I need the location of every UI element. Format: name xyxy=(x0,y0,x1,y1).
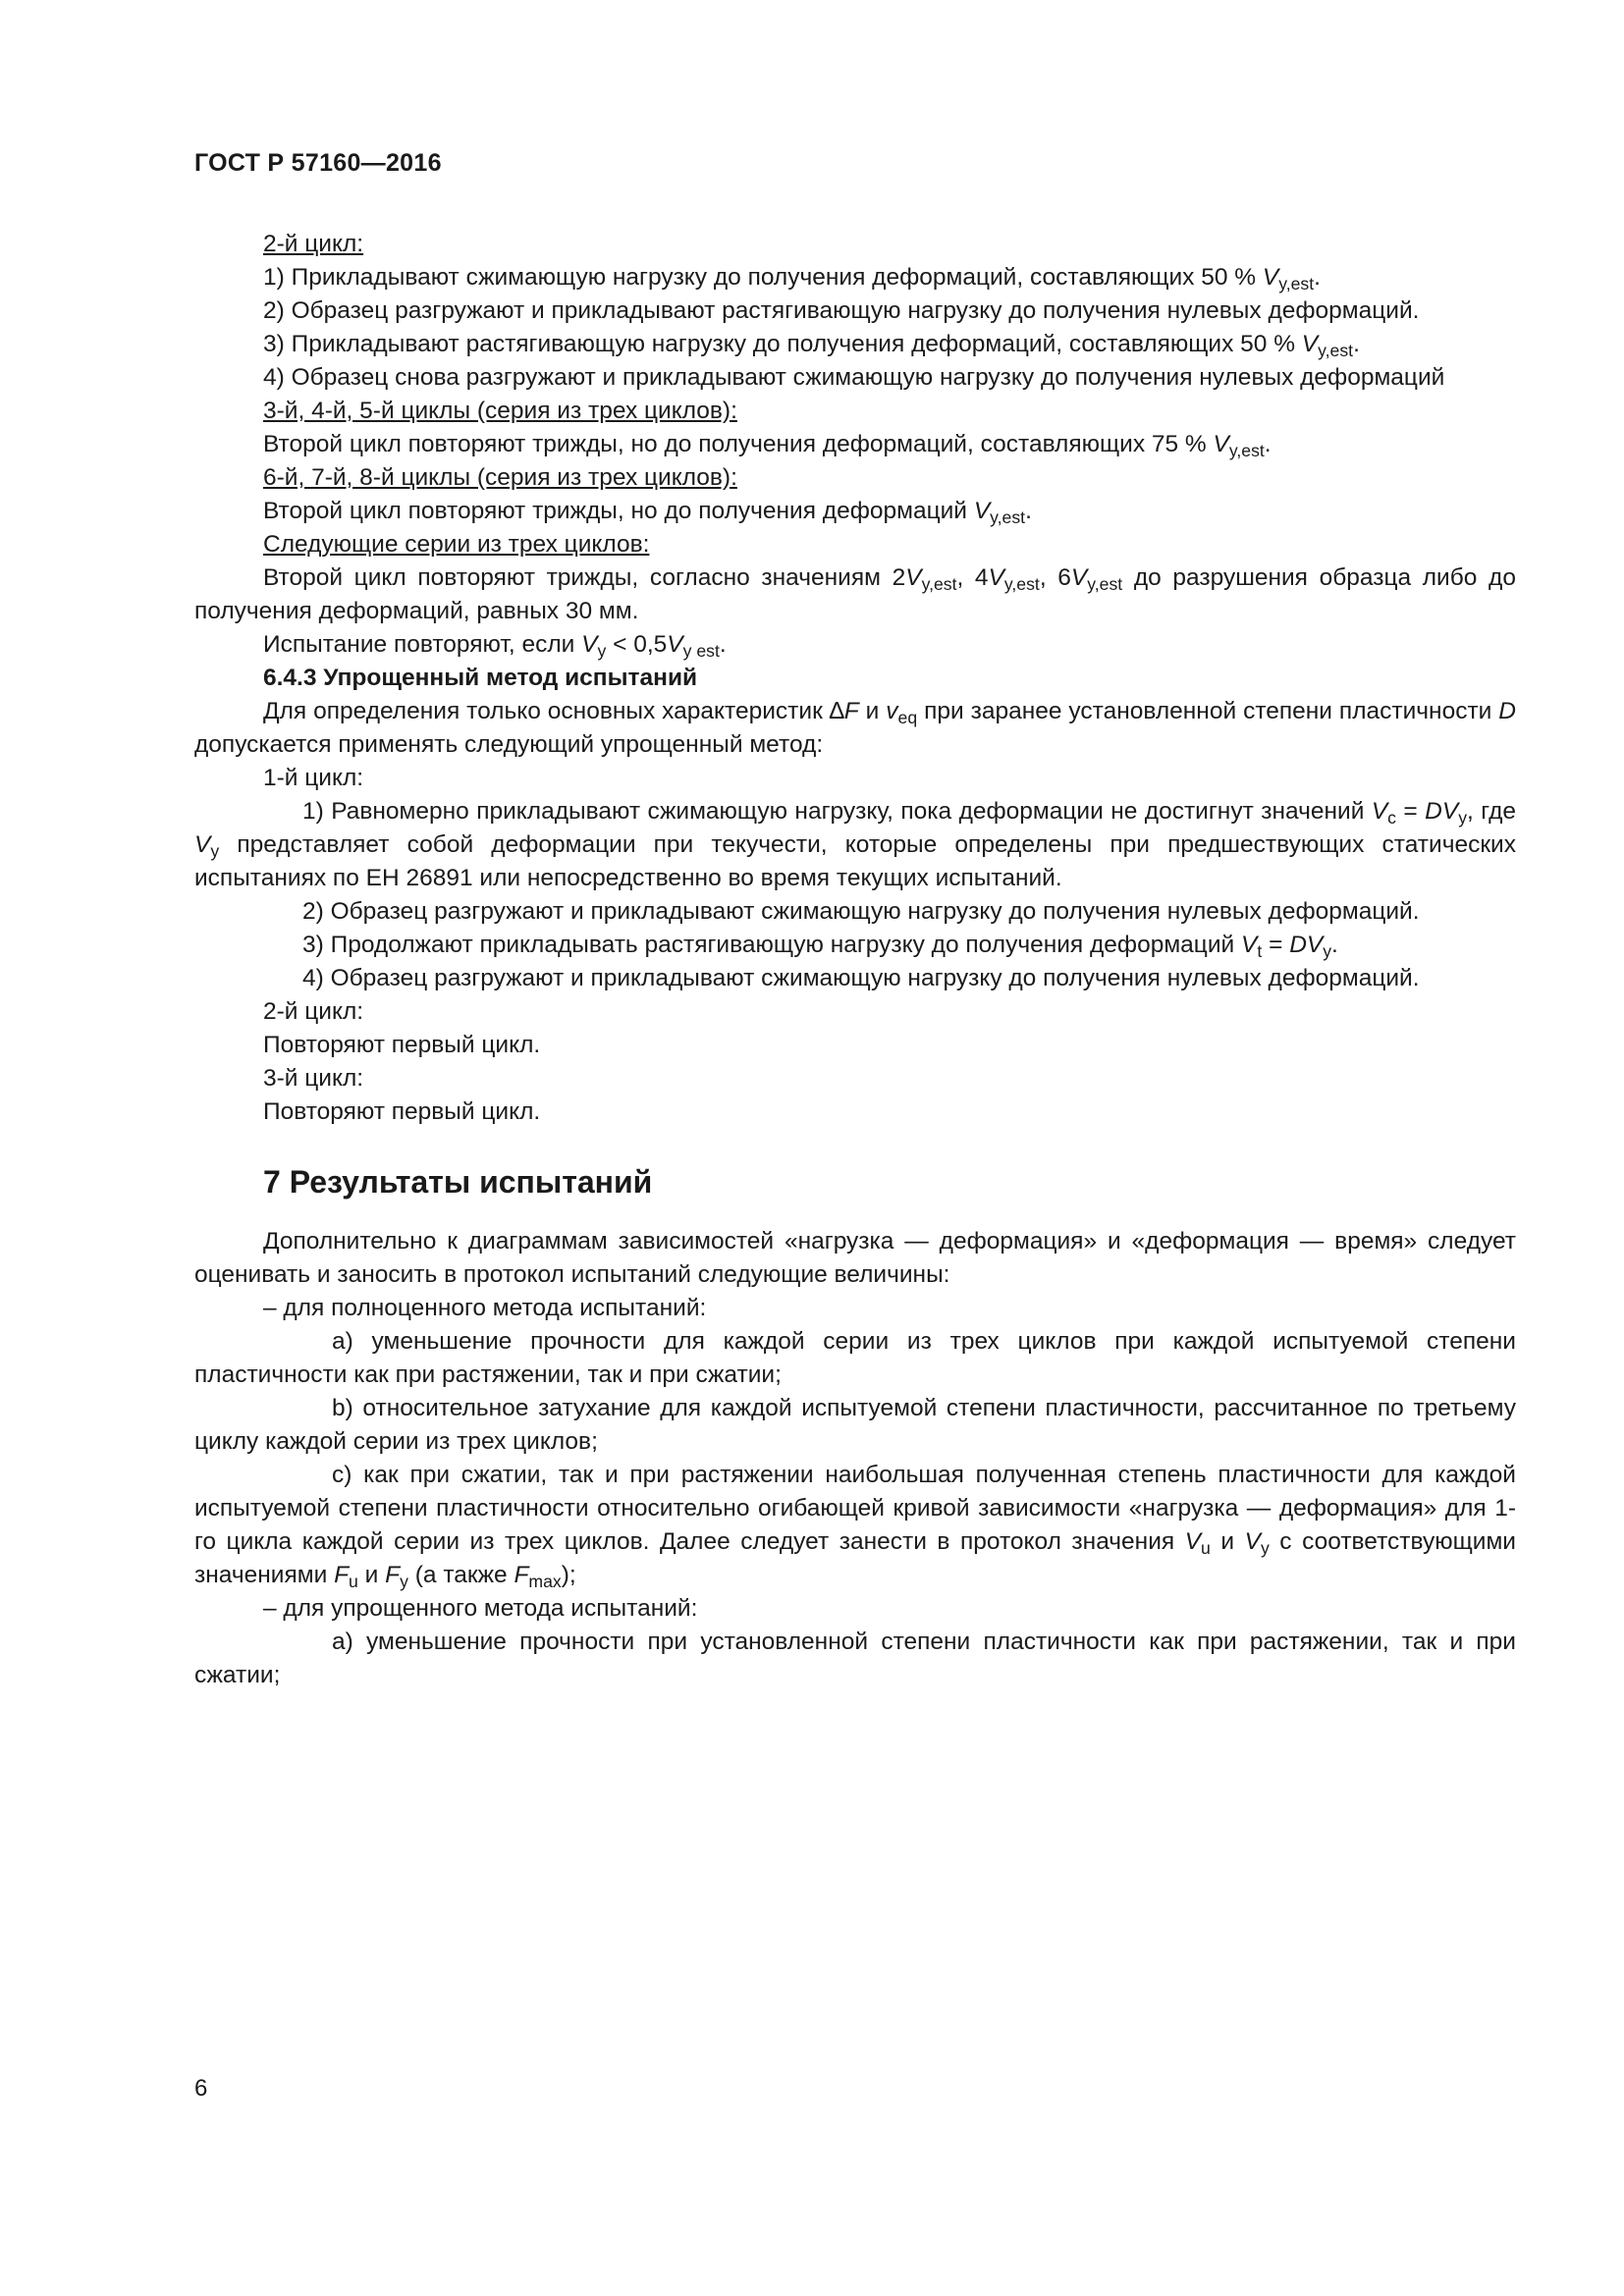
cycle-2-item-4: 4) Образец снова разгружают и прикладывают сжимающую нагрузку до получения нулевых деформаций xyxy=(263,364,1445,391)
simplified-cycle-3-text: Повторяют первый цикл. xyxy=(263,1098,541,1125)
simplified-cycle-2-title: 2-й цикл: xyxy=(263,998,364,1025)
section-7-intro: Дополнительно к диаграммам зависимостей «нагрузка — деформация» и «деформация — время» следует оценивать и заносить в протокол испытаний следующие величины: xyxy=(194,1228,1516,1288)
cycle-2-item-3: 3) Прикладывают растягивающую нагрузку до получения деформаций, составляющих 50 % $V_{y,est}$. xyxy=(263,331,1360,360)
next-series-title: Следующие серии из трех циклов: xyxy=(263,531,650,558)
cycle-2-item-1: 1) Прикладывают сжимающую нагрузку до получения деформаций, составляющих 50 % $V_{y,est}$. xyxy=(263,264,1321,294)
full-method-item-b: b) относительное затухание для каждой испытуемой степени пластичности, рассчитанное по третьему циклу каждой серии из трех циклов; xyxy=(194,1395,1516,1455)
next-series-text: Второй цикл повторяют трижды, согласно значениям $2V_{y,est}$, $4V_{y,est}$, $6V_{y,est}$ до разрушения образца либо до получения деформаций, равных 30 мм. xyxy=(194,564,1516,624)
simplified-item-2: 2) Образец разгружают и прикладывают сжимающую нагрузку до получения нулевых деформаций. xyxy=(302,898,1420,925)
simplified-method-item-a: a) уменьшение прочности при установленной степени пластичности как при растяжении, так и при сжатии; xyxy=(194,1629,1516,1688)
cycle-2-title: 2-й цикл: xyxy=(263,231,364,257)
cycles-3-5-title: 3-й, 4-й, 5-й циклы (серия из трех циклов): xyxy=(263,398,737,424)
simplified-item-1: 1) Равномерно прикладывают сжимающую нагрузку, пока деформации не достигнут значений $V_c = DV_y$, где $V_y$ представляет собой деформации при текучести, которые определены при предшествующих статических испытаниях по ЕН 26891 или непосредственно во время текущих испытаний. xyxy=(194,798,1516,891)
cycles-6-8-title: 6-й, 7-й, 8-й циклы (серия из трех циклов): xyxy=(263,464,737,491)
simplified-cycle-1-title: 1-й цикл: xyxy=(263,765,364,791)
section-6-4-3-intro: Для определения только основных характеристик ∆F и $v_{eq}$ при заранее установленной степени пластичности D допускается применять следующий упрощенный метод: xyxy=(194,698,1516,758)
full-method-label: – для полноценного метода испытаний: xyxy=(263,1295,707,1321)
page-number: 6 xyxy=(194,2075,208,2102)
full-method-item-a: a) уменьшение прочности для каждой серии из трех циклов при каждой испытуемой степени пластичности как при растяжении, так и при сжатии; xyxy=(194,1328,1516,1388)
simplified-item-4: 4) Образец разгружают и прикладывают сжимающую нагрузку до получения нулевых деформаций. xyxy=(302,965,1420,991)
cycle-2-item-2: 2) Образец разгружают и прикладывают растягивающую нагрузку до получения нулевых деформаций. xyxy=(263,297,1420,324)
simplified-cycle-3-title: 3-й цикл: xyxy=(263,1065,364,1092)
section-7-title: 7 Результаты испытаний xyxy=(263,1164,653,1200)
full-method-item-c: c) как при сжатии, так и при растяжении наибольшая полученная степень пластичности для каждой испытуемой степени пластичности относительно огибающей кривой зависимости «нагрузка — деформация» для 1-го цикла каждой серии из трех циклов. Далее следует занести в протокол значения $V_u$ и $V_y$ с соответствующими значениями $F_u$ и $F_y$ (а также $F_{max}$); xyxy=(194,1462,1516,1591)
section-6-4-3-title: 6.4.3 Упрощенный метод испытаний xyxy=(263,665,698,691)
cycles-6-8-text: Второй цикл повторяют трижды, но до получения деформаций $V_{y,est}$. xyxy=(263,498,1032,527)
repeat-condition: Испытание повторяют, если $V_y < 0,5V_{y est}$. xyxy=(263,631,727,661)
document-body xyxy=(194,228,1516,1692)
simplified-cycle-2-text: Повторяют первый цикл. xyxy=(263,1032,541,1058)
cycles-3-5-text: Второй цикл повторяют трижды, но до получения деформаций, составляющих 75 % $V_{y,est}$. xyxy=(263,431,1272,460)
simplified-item-3: 3) Продолжают прикладывать растягивающую нагрузку до получения деформаций $V_t = DV_y$. xyxy=(302,932,1338,961)
page-header: ГОСТ Р 57160—2016 xyxy=(194,149,442,177)
simplified-method-label: – для упрощенного метода испытаний: xyxy=(263,1595,698,1622)
